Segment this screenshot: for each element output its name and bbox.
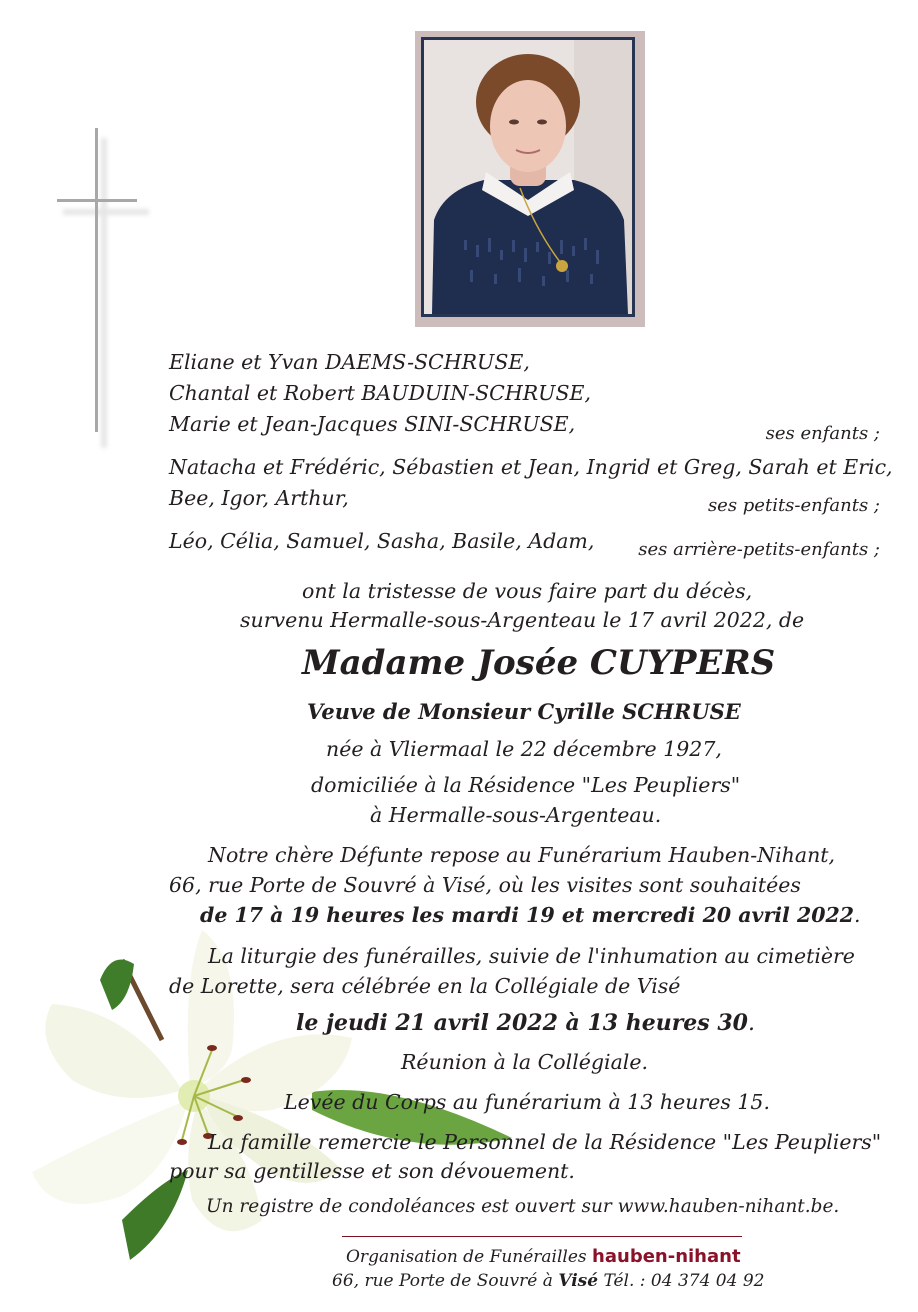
funeral-line-2: de Lorette, sera célébrée en la Collégiale de Visé [169, 974, 681, 998]
registry-line: Un registre de condoléances est ouvert sur www.hauben-nihant.be. [206, 1196, 840, 1217]
great-grandchild-line: Léo, Célia, Samuel, Sasha, Basile, Adam, [169, 529, 595, 553]
birth-line: née à Vliermaal le 22 décembre 1927, [326, 737, 722, 761]
address-line [332, 1271, 764, 1291]
cross-bar [57, 199, 137, 202]
grandchild-line-2: Bee, Igor, Arthur, [169, 486, 349, 510]
funeral-date [296, 1010, 755, 1036]
visits-times: de 17 à 19 heures les mardi 19 et mercredi 20 avril 2022 [200, 903, 855, 927]
phone: Tél. : 04 374 04 92 [603, 1271, 765, 1291]
child-line-2: Chantal et Robert BAUDUIN-SCHRUSE, [169, 381, 591, 405]
cross-shadow-bar [63, 209, 149, 215]
widow-of: Veuve de Monsieur Cyrille SCHRUSE [307, 699, 741, 724]
grandchildren-role: ses petits-enfants ; [707, 495, 880, 516]
visits-period: . [854, 903, 861, 927]
portrait-illustration [424, 40, 632, 314]
address-prefix: 66, rue Porte de Souvré à [332, 1271, 553, 1291]
cross-icon [95, 128, 98, 432]
funeral-date-period: . [747, 1011, 755, 1036]
child-line-3: Marie et Jean-Jacques SINI-SCHRUSE, [169, 412, 576, 436]
thanks-line-1: La famille remercie le Personnel de la Résidence "Les Peupliers" [208, 1130, 882, 1154]
levee-line: Levée du Corps au funérarium à 13 heures 15. [284, 1090, 770, 1114]
residence-line-1: domiciliée à la Résidence "Les Peupliers" [311, 773, 741, 797]
meeting-line: Réunion à la Collégiale. [401, 1050, 649, 1074]
residence-line-2: à Hermalle-sous-Argenteau. [370, 803, 662, 827]
brand-logo: hauben-nihant [592, 1246, 741, 1267]
organisation-prefix: Organisation de Funérailles [346, 1247, 587, 1267]
visits-line-3 [200, 903, 861, 927]
cross-shadow [101, 138, 107, 448]
funeral-line-1: La liturgie des funérailles, suivie de l'inhumation au cimetière [208, 944, 855, 968]
children-role: ses enfants ; [765, 423, 880, 444]
grandchild-line-1: Natacha et Frédéric, Sébastien et Jean, Ingrid et Greg, Sarah et Eric, [169, 455, 893, 479]
great-grandchildren-role: ses arrière-petits-enfants ; [638, 539, 880, 560]
signature-divider [342, 1236, 742, 1237]
visits-line-1: Notre chère Défunte repose au Funérarium Hauben-Nihant, [208, 843, 836, 867]
child-line-1: Eliane et Yvan DAEMS-SCHRUSE, [169, 350, 530, 374]
organisation-line [346, 1246, 741, 1267]
deceased-name: Madame Josée CUYPERS [302, 643, 776, 683]
announcement-line-2: survenu Hermalle-sous-Argenteau le 17 avril 2022, de [240, 608, 805, 632]
portrait-photo [421, 37, 635, 317]
announcement-line-1: ont la tristesse de vous faire part du décès, [302, 579, 753, 603]
funeral-date-text: le jeudi 21 avril 2022 à 13 heures 30 [296, 1010, 748, 1036]
address-city: Visé [558, 1271, 599, 1291]
visits-line-2: 66, rue Porte de Souvré à Visé, où les visites sont souhaitées [169, 873, 801, 897]
thanks-line-2: pour sa gentillesse et son dévouement. [169, 1159, 575, 1183]
